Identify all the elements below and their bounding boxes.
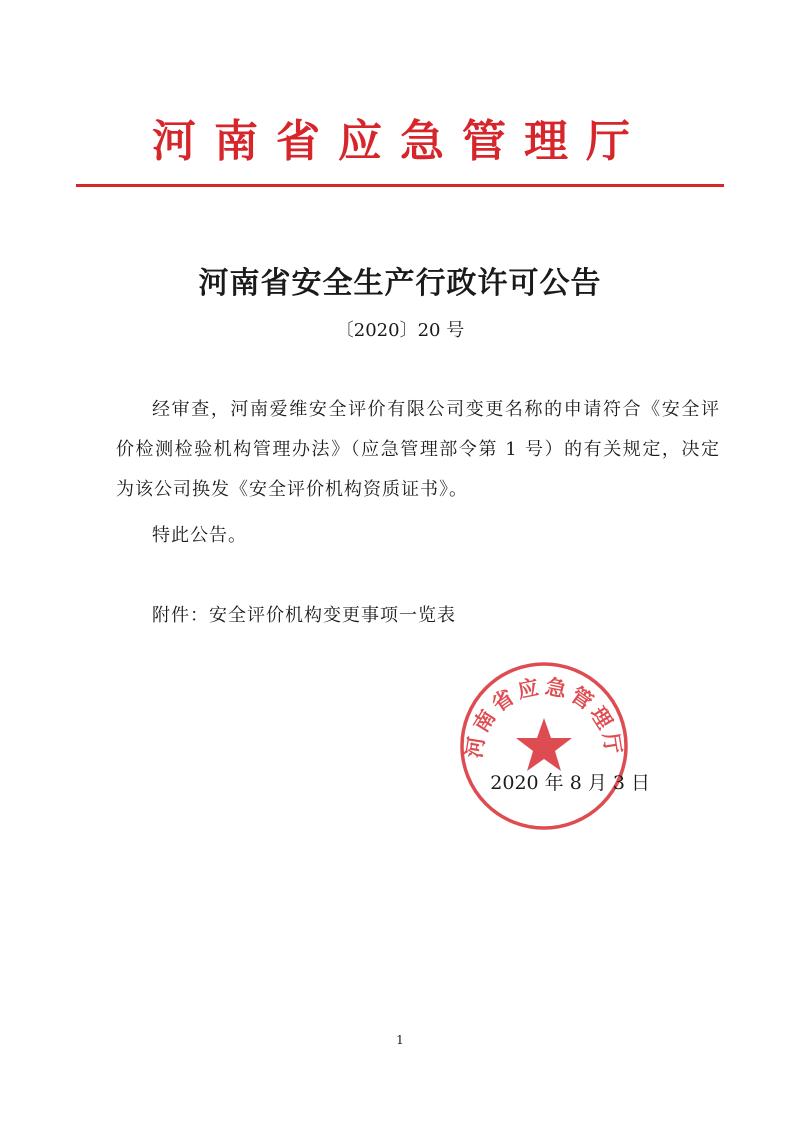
star-icon xyxy=(516,718,572,771)
body-paragraph: 经审查，河南爱维安全评价有限公司变更名称的申请符合《安全评价检测检验机构管理办法》（应急管理部令第 1 号）的有关规定，决定为该公司换发《安全评价机构资质证书》。 xyxy=(116,399,720,500)
header-divider xyxy=(76,184,724,187)
document-number: 〔2020〕20 号 xyxy=(335,320,465,341)
issuing-organization-header: 河南省应急管理厅 xyxy=(152,116,648,167)
document-title: 河南省安全生产行政许可公告 xyxy=(198,266,602,301)
official-seal xyxy=(458,660,630,832)
page-number: 1 xyxy=(396,1033,404,1047)
issue-date: 2020 年 8 月 3 日 xyxy=(490,772,650,794)
svg-text:河南省应急管理厅: 河南省应急管理厅 xyxy=(462,674,626,760)
closing-notice: 特此公告。 xyxy=(152,525,247,546)
attachment-line: 附件：安全评价机构变更事项一览表 xyxy=(152,605,456,626)
